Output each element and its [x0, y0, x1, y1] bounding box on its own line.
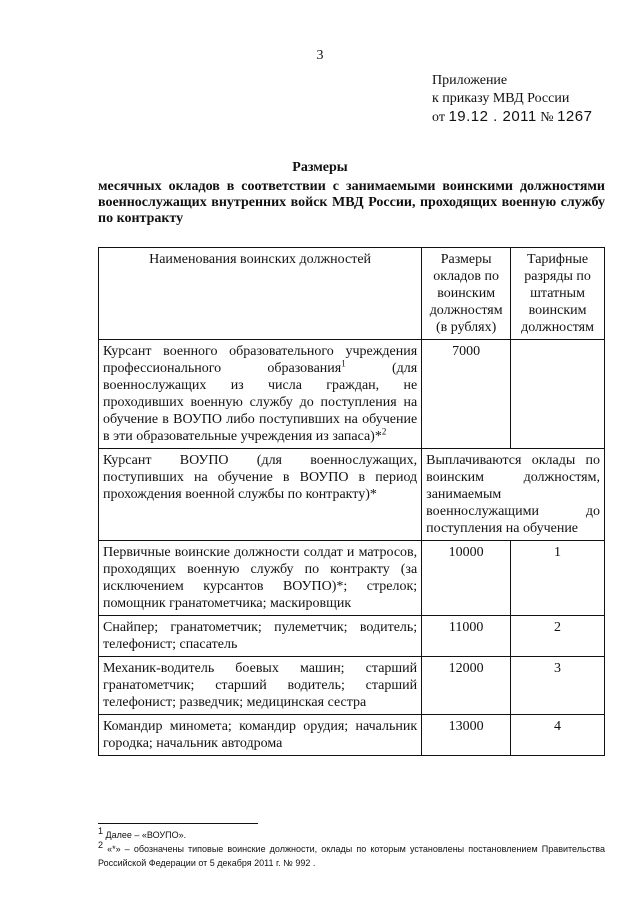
- appendix-prefix: от: [432, 110, 445, 125]
- position-name: Курсант ВОУПО (для военнослужащих, поступивших на обучение в ВОУПО в период прохождения военной службы по контракту)*: [99, 449, 422, 541]
- salary-value: 13000: [422, 715, 511, 756]
- table-row: [99, 616, 605, 657]
- grade-value: 2: [511, 616, 605, 657]
- header-salary: Размеры окладов по воинским должностям (в рублях): [422, 248, 511, 340]
- number-sign: №: [540, 110, 554, 125]
- salary-value: 7000: [422, 340, 511, 449]
- header-grade: Тарифные разряды по штатным воинским должностям: [511, 248, 605, 340]
- position-name: Первичные воинские должности солдат и матросов, проходящих военную службу по контракту (за исключением курсантов ВОУПО)*; стрелок; помощник гранатометчика; маскировщик: [99, 541, 422, 616]
- table-row: [99, 340, 605, 449]
- document-subtitle: месячных окладов в соответствии с занимаемыми воинскими должностями военнослужащих внутренних войск МВД России, проходящих военную службу по контракту: [98, 179, 605, 226]
- footnote-1: $^1$ Далее – «ВОУПО».: [98, 826, 187, 840]
- footnote-ref: 2: [381, 426, 387, 437]
- page-number: 3: [316, 48, 324, 63]
- table-row: [99, 449, 605, 541]
- salary-value: 12000: [422, 657, 511, 715]
- appendix-line-2: к приказу МВД России: [432, 91, 570, 106]
- table-row: [99, 657, 605, 715]
- table-row: [99, 715, 605, 756]
- salary-table: [98, 247, 605, 756]
- appendix-header: [432, 72, 592, 127]
- appendix-line-1: Приложение: [432, 73, 508, 88]
- header-position-names: Наименования воинских должностей: [99, 248, 422, 340]
- grade-value: [511, 340, 605, 449]
- order-date: 19.12 . 2011: [448, 108, 537, 125]
- document-title: Размеры: [292, 160, 348, 175]
- merged-salary-note: Выплачиваются оклады по воинским должностям, занимаемым военнослужащими до поступления на обучение: [422, 449, 605, 541]
- footnotes: [98, 828, 605, 870]
- footnote-separator: [98, 823, 258, 824]
- position-name: Механик-водитель боевых машин; старший гранатометчик; старший водитель; старший телефонист; разведчик; медицинская сестра: [99, 657, 422, 715]
- grade-value: 4: [511, 715, 605, 756]
- footnote-2: $^2$ «*» – обозначены типовые воинские должности, оклады по которым установлены постановлением Правительства Российской Федерации от 5 декабря 2011 г. № 992 .: [98, 840, 605, 868]
- table-header-row: [99, 248, 605, 340]
- position-name: Снайпер; гранатометчик; пулеметчик; водитель; телефонист; спасатель: [99, 616, 422, 657]
- salary-value: 11000: [422, 616, 511, 657]
- order-number: 1267: [557, 108, 593, 125]
- position-name: Командир миномета; командир орудия; начальник городка; начальник автодрома: [99, 715, 422, 756]
- grade-value: 1: [511, 541, 605, 616]
- table-row: [99, 541, 605, 616]
- position-name: Курсант военного образовательного учреждения профессионального образования$^1$ (для военнослужащих из числа граждан, не проходивших военную службу до поступления на обучение в ВОУПО либо поступивших на обучение в эти образовательные учреждения из запаса)*$^2$: [99, 340, 422, 449]
- salary-value: 10000: [422, 541, 511, 616]
- appendix-line-3: [432, 108, 592, 127]
- grade-value: 3: [511, 657, 605, 715]
- footnote-ref: 1: [341, 358, 346, 369]
